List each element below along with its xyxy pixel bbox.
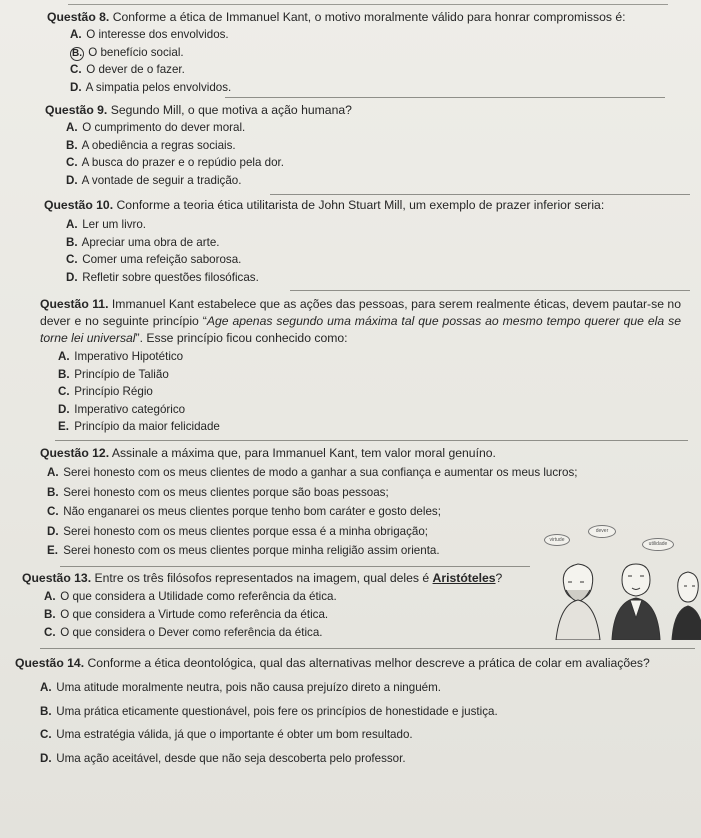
question-10 — [0, 198, 701, 286]
option-10a[interactable]: A. Ler um livro. — [66, 218, 147, 231]
option-13b[interactable]: B. O que considera a Virtude como referência da ética. — [44, 608, 329, 621]
divider — [270, 194, 690, 195]
question-14 — [0, 654, 701, 770]
question-13-title: Questão 13. Entre os três filósofos representados na imagem, qual deles é Aristóteles? — [22, 571, 503, 585]
top-divider — [68, 4, 668, 5]
divider — [225, 97, 665, 98]
speech-bubble-right: utilidade — [642, 538, 674, 551]
option-13a[interactable]: A. O que considera a Utilidade como referência da ética. — [44, 590, 337, 603]
option-8c[interactable]: C. O dever de o fazer. — [70, 63, 185, 76]
option-13c[interactable]: C. O que considera o Dever como referência da ética. — [44, 626, 323, 639]
option-9d[interactable]: D. A vontade de seguir a tradição. — [66, 173, 242, 187]
question-11 — [0, 296, 701, 436]
option-11d[interactable]: D. Imperativo categórico — [58, 402, 186, 416]
option-12e[interactable]: E. Serei honesto com os meus clientes porque minha religião assim orienta. — [47, 544, 440, 557]
option-10b[interactable]: B. Apreciar uma obra de arte. — [66, 235, 220, 249]
option-14a[interactable]: A. Uma atitude moralmente neutra, pois não causa prejuízo direto a ninguém. — [40, 681, 441, 694]
philosophers-drawing — [542, 520, 701, 640]
option-12d[interactable]: D. Serei honesto com os meus clientes porque essa é a minha obrigação; — [47, 524, 429, 538]
option-8b[interactable]: B. O benefício social. — [72, 45, 184, 59]
option-14c[interactable]: C. Uma estratégia válida, já que o importante é obter um bom resultado. — [40, 728, 413, 741]
question-11-title: Questão 11. Immanuel Kant estabelece que as ações das pessoas, para serem realmente éticas, devem pautar-se no dever e no seguinte princípio “Age apenas segundo uma máxima tal que possas ao mesmo tempo querer que ela se torne lei universal”. Esse princípio ficou conhecido como: — [40, 297, 681, 345]
option-10c[interactable]: C. Comer uma refeição saborosa. — [66, 253, 242, 266]
option-11c[interactable]: C. Princípio Régio — [58, 385, 153, 398]
question-10-title: Questão 10. Conforme a teoria ética utilitarista de John Stuart Mill, um exemplo de prazer inferior seria: — [44, 198, 605, 212]
option-11b[interactable]: B. Princípio de Talião — [58, 367, 169, 381]
option-12c[interactable]: C. Não enganarei os meus clientes porque tenho bom caráter e gosto deles; — [47, 505, 441, 518]
question-9 — [0, 103, 701, 189]
speech-bubble-left: virtude — [544, 534, 570, 546]
option-12b[interactable]: B. Serei honesto com os meus clientes porque são boas pessoas; — [47, 485, 389, 499]
option-14b[interactable]: B. Uma prática eticamente questionável, pois fere os princípios de honestidade e justiça. — [40, 704, 498, 718]
speech-bubble-middle: dever — [588, 525, 616, 538]
question-8 — [0, 10, 701, 96]
question-8-title: Questão 8. Conforme a ética de Immanuel Kant, o motivo moralmente válido para honrar compromissos é: — [47, 10, 626, 24]
option-11e[interactable]: E. Princípio da maior felicidade — [58, 420, 220, 433]
option-9a[interactable]: A. O cumprimento do dever moral. — [66, 121, 246, 134]
question-14-title: Questão 14. Conforme a ética deontológica, qual das alternativas melhor descreve a prática de colar em avaliações? — [15, 656, 650, 670]
philosophers-illustration — [542, 520, 701, 640]
option-11a[interactable]: A. Imperativo Hipotético — [58, 350, 184, 363]
divider — [40, 648, 695, 649]
option-8d[interactable]: D. A simpatia pelos envolvidos. — [70, 80, 232, 94]
divider — [290, 290, 690, 291]
option-10d[interactable]: D. Refletir sobre questões filosóficas. — [66, 270, 259, 284]
divider — [60, 566, 530, 567]
question-9-title: Questão 9. Segundo Mill, o que motiva a ação humana? — [45, 103, 352, 117]
option-9b[interactable]: B. A obediência a regras sociais. — [66, 138, 236, 152]
option-8a[interactable]: A. O interesse dos envolvidos. — [70, 28, 229, 41]
question-12-title: Questão 12. Assinale a máxima que, para Immanuel Kant, tem valor moral genuíno. — [40, 446, 496, 460]
divider — [55, 440, 688, 441]
circled-letter-mark: B. — [72, 47, 82, 59]
option-14d[interactable]: D. Uma ação aceitável, desde que não seja descoberta pelo professor. — [40, 751, 406, 765]
option-12a[interactable]: A. Serei honesto com os meus clientes de modo a ganhar a sua confiança e aumentar os meus lucros; — [47, 466, 578, 479]
option-9c[interactable]: C. A busca do prazer e o repúdio pela dor. — [66, 156, 284, 169]
